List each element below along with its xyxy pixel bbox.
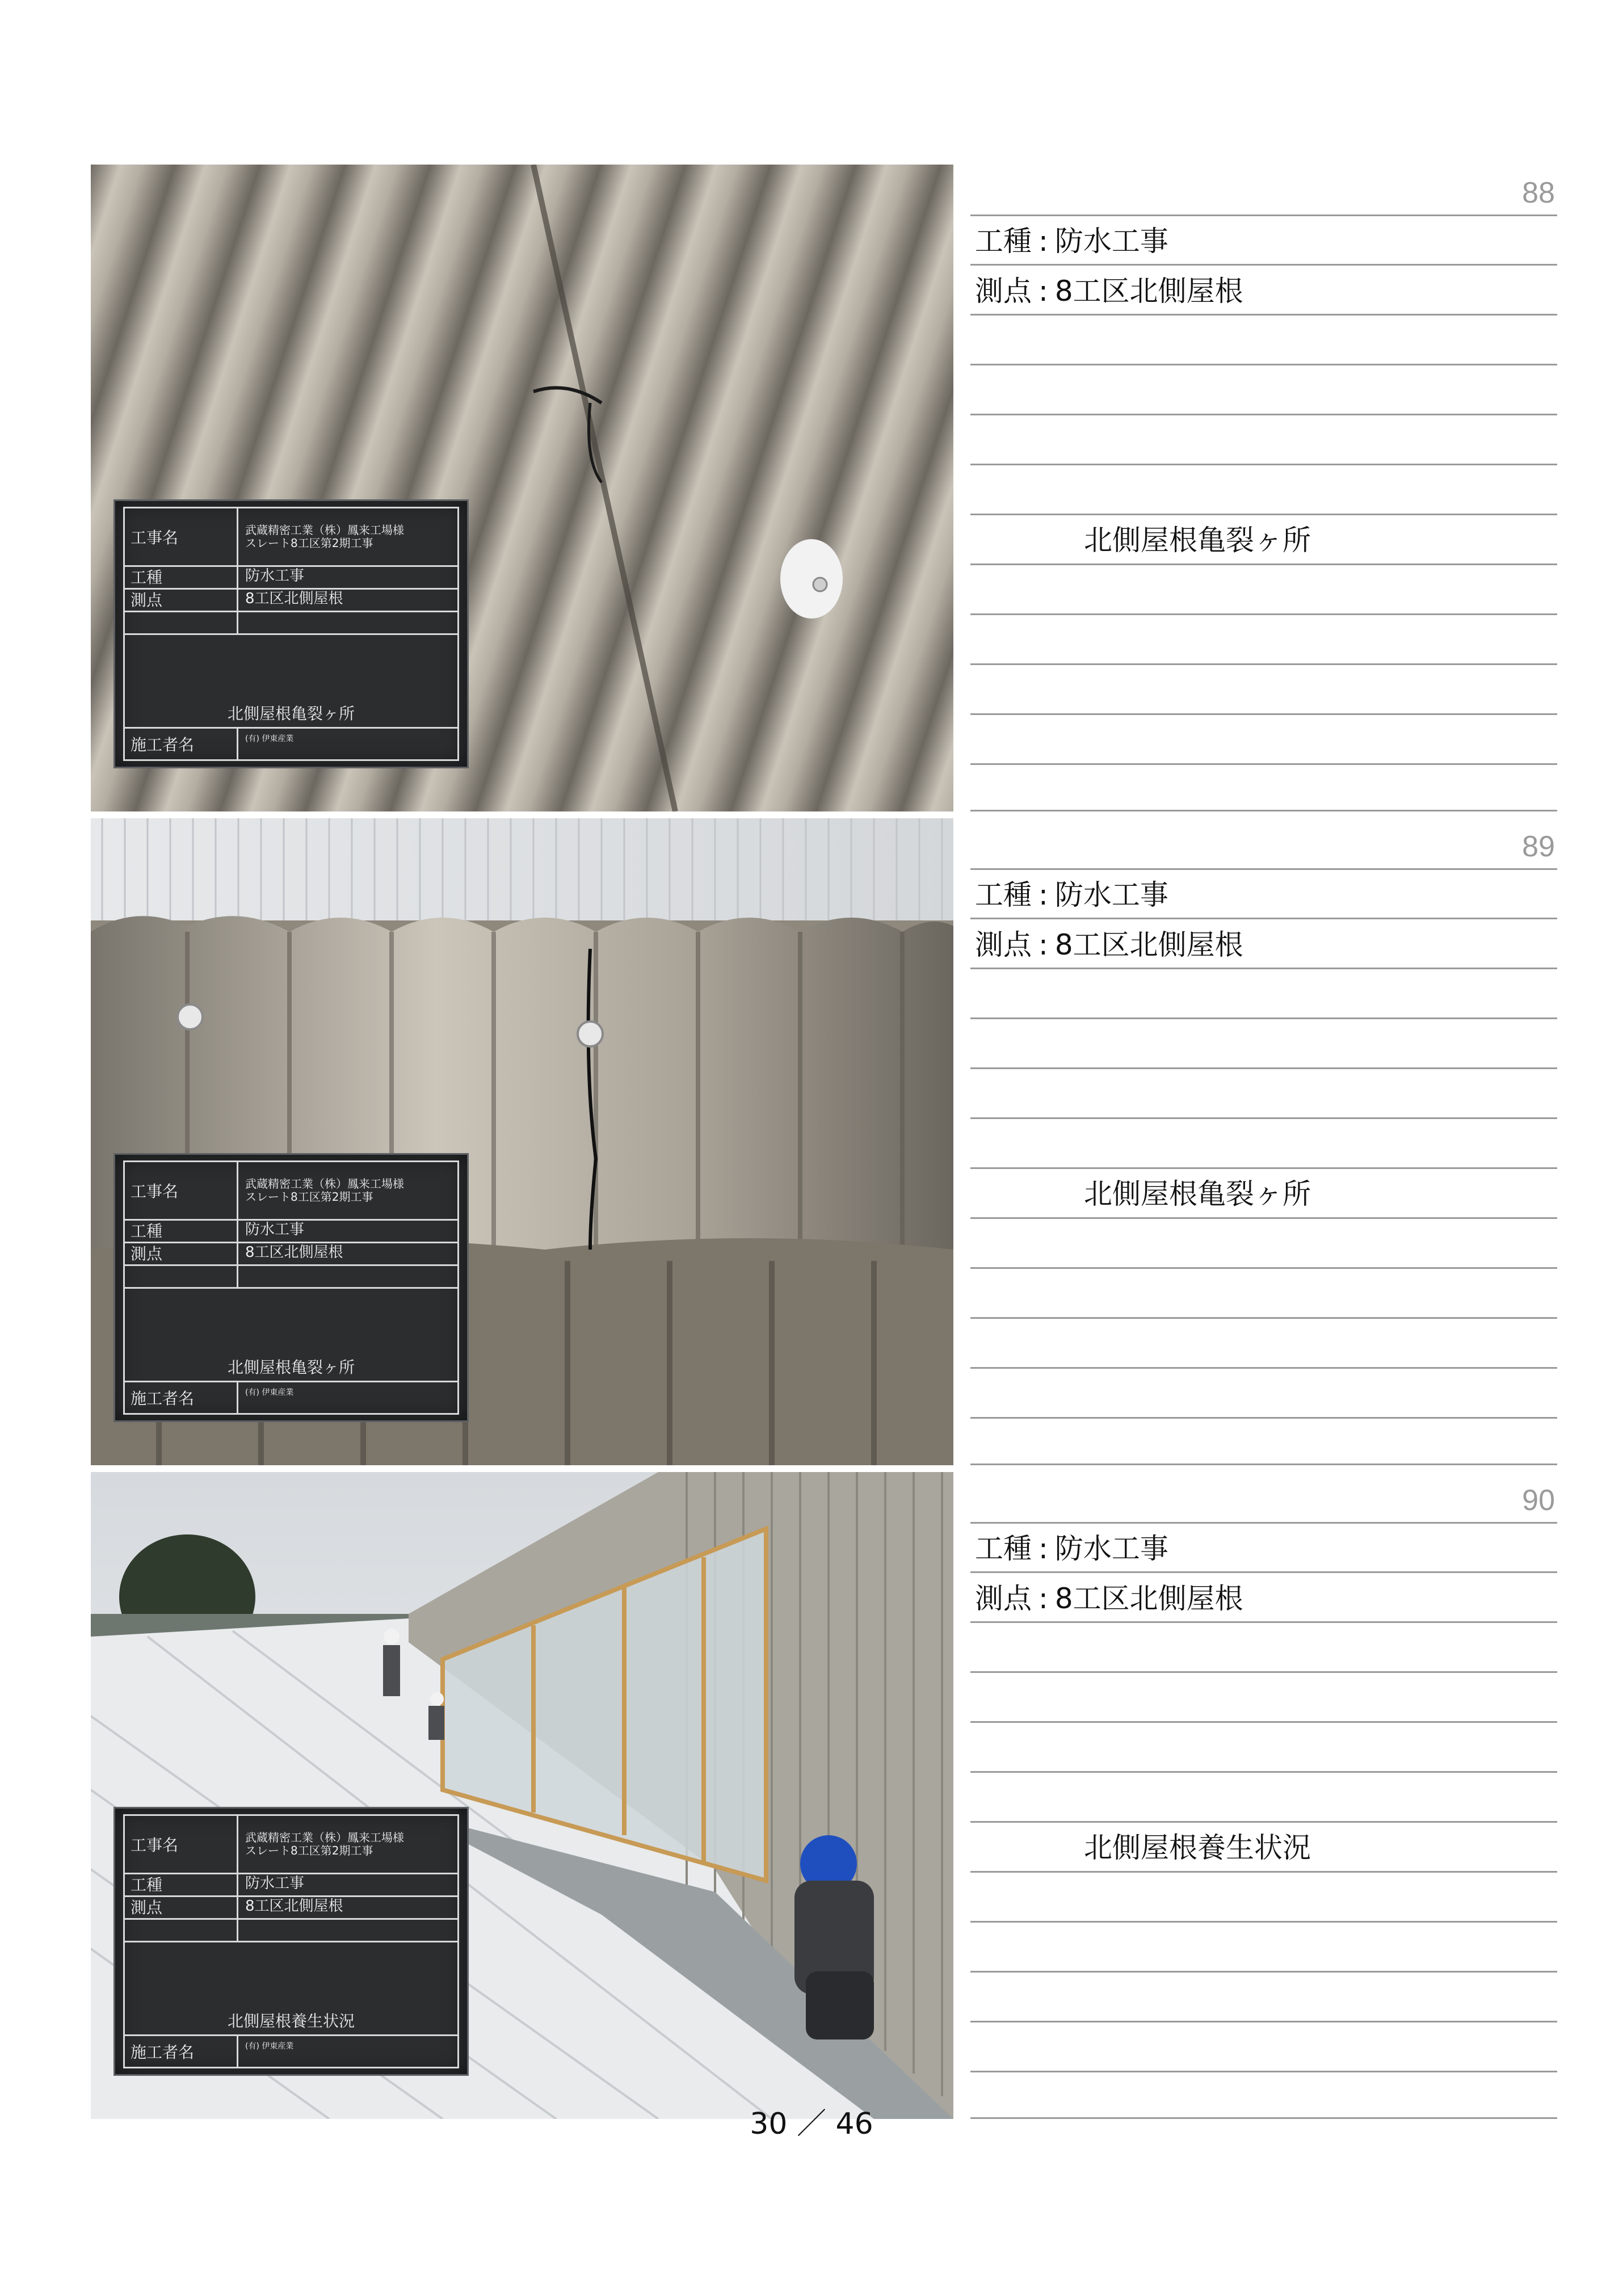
photo-roof-crack-1 <box>91 165 953 811</box>
work-type-field: 工種 : 防水工事 <box>975 1532 1168 1565</box>
board-note: 北側屋根養生状況 <box>227 2012 355 2030</box>
board-project-line1: 武蔵精密工業（株）鳳来工場様 <box>245 523 404 537</box>
blackboard <box>113 499 469 768</box>
board-work-type: 防水工事 <box>245 567 305 585</box>
board-contractor: (有) 伊東産業 <box>245 1388 294 1397</box>
location-field: 測点 : 8工区北側屋根 <box>975 275 1243 308</box>
board-note: 北側屋根亀裂ヶ所 <box>227 1358 355 1377</box>
photo-number: 88 <box>1522 176 1555 209</box>
info-column-89 <box>970 818 1557 1465</box>
board-project-line2: スレート8工区第2期工事 <box>245 1190 373 1204</box>
board-location-label: 測点 <box>125 588 238 611</box>
page-number <box>0 2100 1623 2142</box>
photo-caption: 北側屋根養生状況 <box>1084 1831 1311 1864</box>
board-work-type-label: 工種 <box>125 565 238 588</box>
board-project-label: 工事名 <box>125 1816 238 1873</box>
photo-roof-crack-2 <box>91 818 953 1465</box>
location-field: 測点 : 8工区北側屋根 <box>975 928 1243 961</box>
photo-number: 90 <box>1522 1484 1555 1517</box>
board-contractor-label: 施工者名 <box>125 1382 238 1413</box>
board-location: 8工区北側屋根 <box>245 1244 343 1261</box>
photo-entry-90 <box>91 1472 1557 2119</box>
board-contractor: (有) 伊東産業 <box>245 734 294 743</box>
page-total: 46 <box>835 2107 873 2141</box>
work-type-field: 工種 : 防水工事 <box>975 225 1168 258</box>
photo-caption: 北側屋根亀裂ヶ所 <box>1084 524 1311 557</box>
blackboard <box>113 1807 469 2076</box>
board-work-type: 防水工事 <box>245 1875 305 1893</box>
work-type-field: 工種 : 防水工事 <box>975 878 1168 911</box>
board-location-label: 測点 <box>125 1895 238 1918</box>
page-separator: ／ <box>796 2107 826 2141</box>
photo-number: 89 <box>1522 830 1555 863</box>
board-contractor-label: 施工者名 <box>125 729 238 759</box>
board-contractor: (有) 伊東産業 <box>245 2042 294 2051</box>
photo-entry-88 <box>91 165 1557 811</box>
board-work-type-label: 工種 <box>125 1873 238 1895</box>
board-project-line2: スレート8工区第2期工事 <box>245 536 373 550</box>
board-location: 8工区北側屋根 <box>245 590 343 608</box>
info-column-90 <box>970 1472 1557 2119</box>
board-project-line2: スレート8工区第2期工事 <box>245 1844 373 1857</box>
photo-caption: 北側屋根亀裂ヶ所 <box>1084 1178 1311 1210</box>
board-project-label: 工事名 <box>125 1162 238 1219</box>
board-location-label: 測点 <box>125 1242 238 1264</box>
board-location: 8工区北側屋根 <box>245 1898 343 1915</box>
location-field: 測点 : 8工区北側屋根 <box>975 1582 1243 1615</box>
board-note: 北側屋根亀裂ヶ所 <box>227 704 355 723</box>
blackboard <box>113 1153 469 1422</box>
info-column-88 <box>970 165 1557 811</box>
board-project-label: 工事名 <box>125 508 238 565</box>
board-work-type: 防水工事 <box>245 1221 305 1239</box>
board-contractor-label: 施工者名 <box>125 2036 238 2067</box>
page-current: 30 <box>750 2107 788 2141</box>
photo-roof-curing <box>91 1472 953 2119</box>
board-project-line1: 武蔵精密工業（株）鳳来工場様 <box>245 1177 404 1191</box>
board-work-type-label: 工種 <box>125 1219 238 1242</box>
photo-entry-89 <box>91 818 1557 1465</box>
board-project-line1: 武蔵精密工業（株）鳳来工場様 <box>245 1831 404 1844</box>
